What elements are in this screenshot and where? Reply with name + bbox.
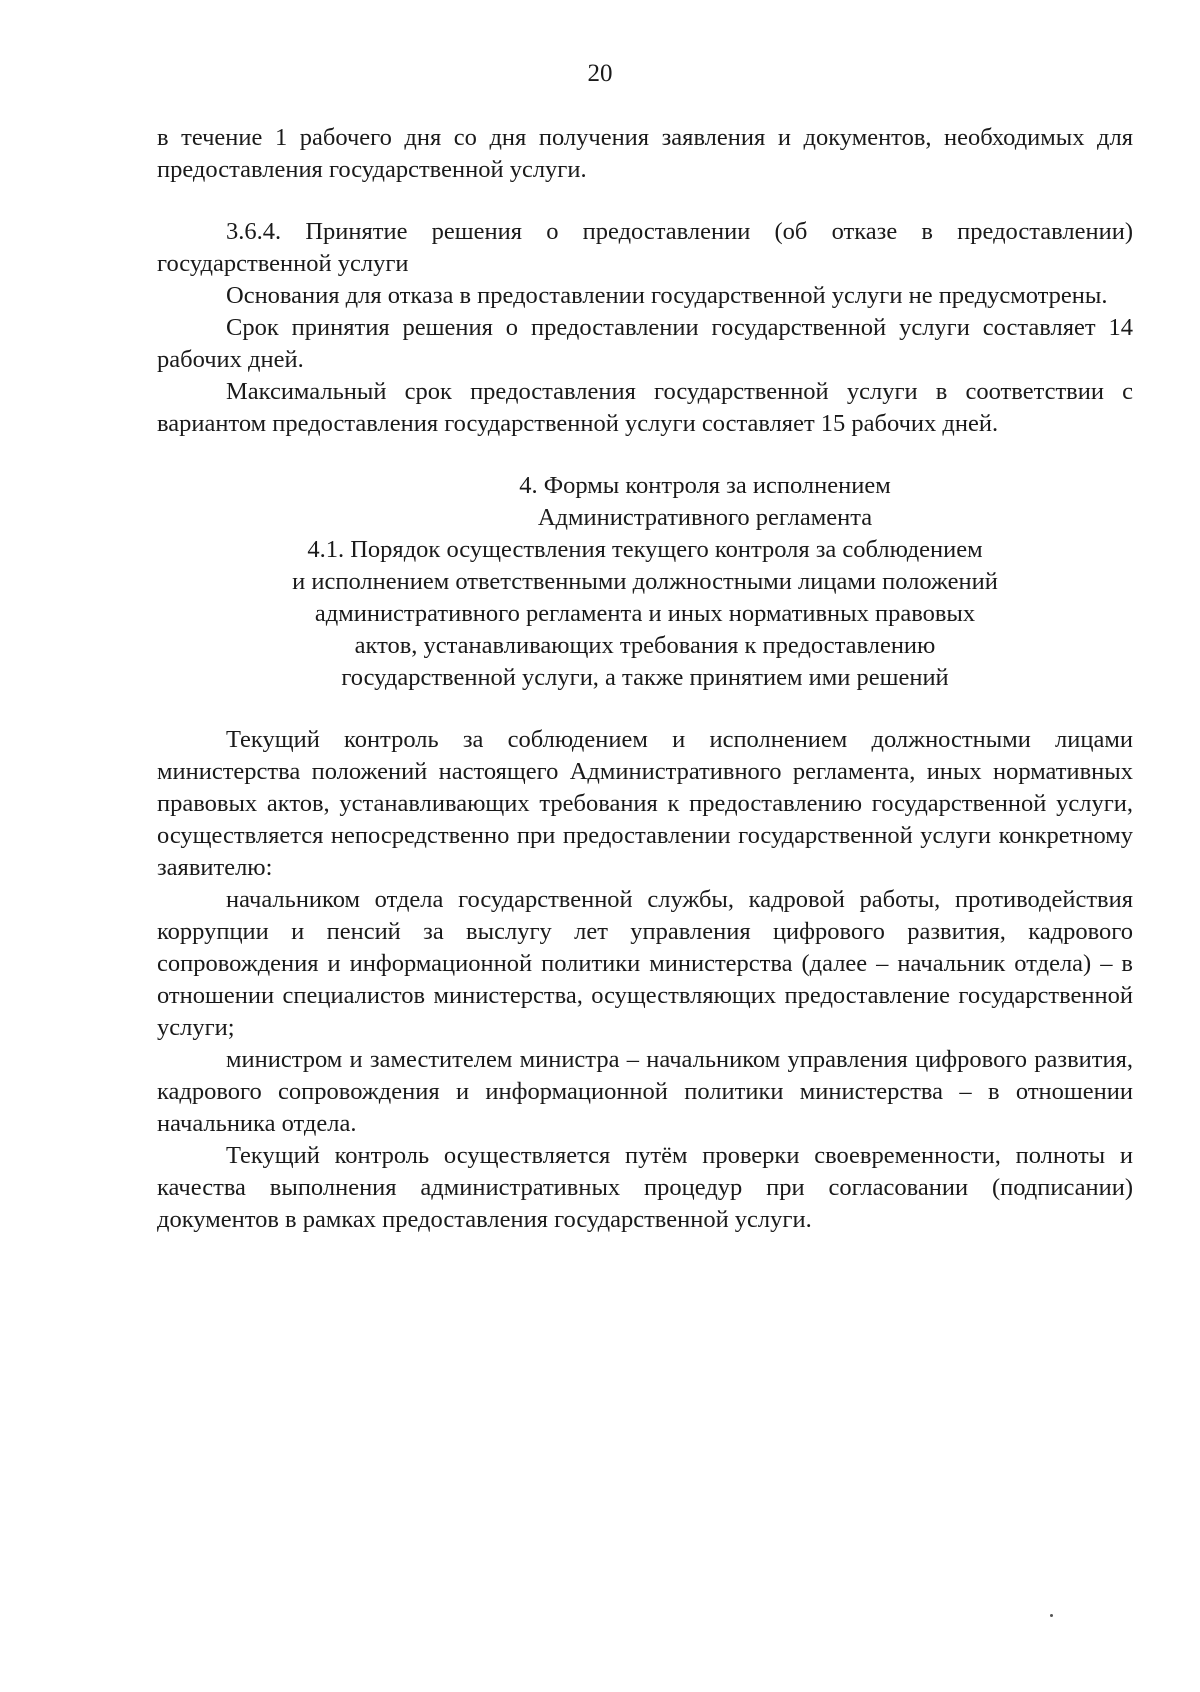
section-3-6-4-paragraph-3: Максимальный срок предоставления государственной услуги в соответствии с вариантом предоставления государственной услуги составляет 15 рабочих дней. xyxy=(157,378,1133,437)
scan-speck xyxy=(1050,1614,1053,1617)
section-3-6-4-paragraph-1: Основания для отказа в предоставлении государственной услуги не предусмотрены. xyxy=(226,282,1108,309)
section-4-1-paragraph-2: начальником отдела государственной службы, кадровой работы, противодействия коррупции и пенсий за выслугу лет управления цифрового развития, кадрового сопровождения и информационной политики министерства (далее – начальник отдела) – в отношении специалистов министерства, осуществляющих предоставление государственной услуги; xyxy=(157,886,1133,1041)
section-4-1-heading-line-1: 4.1. Порядок осуществления текущего контроля за соблюдением xyxy=(307,536,983,563)
section-4-heading-line-1: 4. Формы контроля за исполнением xyxy=(519,472,891,499)
section-4-1-heading-line-3: административного регламента и иных нормативных правовых xyxy=(314,600,976,627)
section-4-heading xyxy=(157,470,1133,534)
section-3-6-4-paragraph-2: Срок принятия решения о предоставлении государственной услуги составляет 14 рабочих дней. xyxy=(157,314,1133,373)
section-4-1-heading-line-2: и исполнением ответственными должностными лицами положений xyxy=(292,568,998,595)
page-number: 20 xyxy=(587,60,613,87)
section-4-heading-line-2: Административного регламента xyxy=(537,504,873,531)
section-4-1-heading-line-4: актов, устанавливающих требования к предоставлению xyxy=(354,632,936,659)
document-body xyxy=(157,122,1133,1236)
section-4-1-heading xyxy=(235,534,1055,694)
section-4-1-heading-line-5: государственной услуги, а также принятием ими решений xyxy=(341,664,949,691)
section-3-6-4-title: 3.6.4. Принятие решения о предоставлении (об отказе в предоставлении) государственной услуги xyxy=(157,218,1133,277)
intro-paragraph: в течение 1 рабочего дня со дня получения заявления и документов, необходимых для предоставления государственной услуги. xyxy=(157,124,1133,183)
section-4-1-paragraph-1: Текущий контроль за соблюдением и исполнением должностными лицами министерства положений настоящего Административного регламента, иных нормативных правовых актов, устанавливающих требования к предоставлению государственной услуги, осуществляется непосредственно при предоставлении государственной услуги конкретному заявителю: xyxy=(157,726,1133,881)
section-4-1-paragraph-4: Текущий контроль осуществляется путём проверки своевременности, полноты и качества выполнения административных процедур при согласовании (подписании) документов в рамках предоставления государственной услуги. xyxy=(157,1142,1133,1233)
section-4-1-paragraph-3: министром и заместителем министра – начальником управления цифрового развития, кадрового сопровождения и информационной политики министерства – в отношении начальника отдела. xyxy=(157,1046,1133,1137)
